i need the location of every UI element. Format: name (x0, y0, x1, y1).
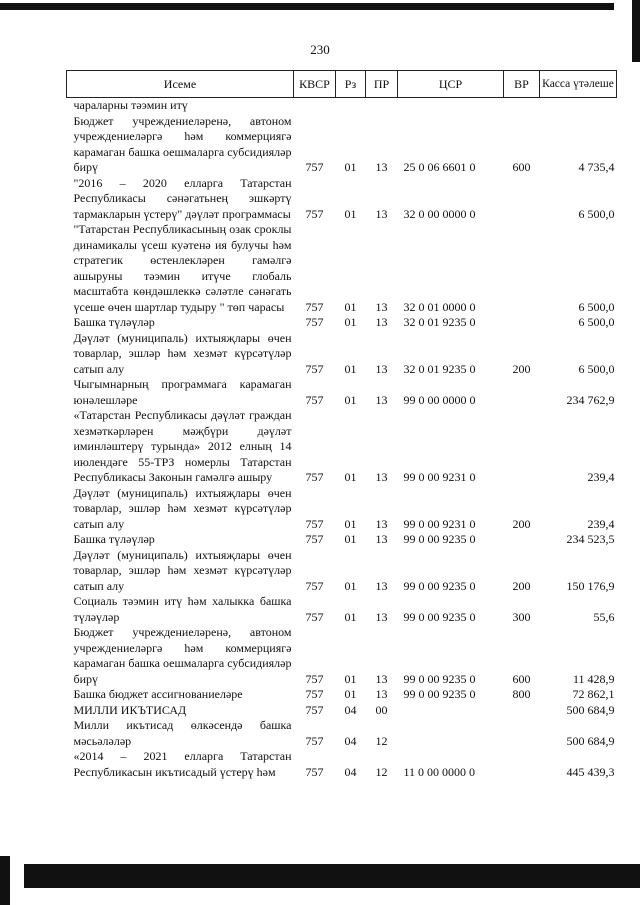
table-row (67, 331, 617, 378)
row-sum: 500 684,9 (566, 733, 615, 748)
row-kvsr: 757 (305, 687, 324, 701)
row-vr: 300 (512, 609, 531, 624)
row-csr: 25 0 06 6601 0 (403, 160, 476, 174)
row-csr: 32 0 01 9235 0 (403, 315, 476, 329)
row-rz: 01 (344, 299, 357, 314)
row-sum: 11 428,9 (572, 671, 615, 686)
row-name: МИЛЛИ ИКЪТИСАД (73, 702, 187, 717)
row-rz: 01 (344, 532, 357, 546)
row-csr (398, 718, 504, 749)
table-row (67, 548, 617, 595)
row-sum: 72 862,1 (572, 687, 615, 701)
row-vr: 800 (512, 687, 531, 701)
row-csr: 99 0 00 9231 0 (403, 516, 476, 531)
row-name: чараларны тәэмин итү (73, 98, 188, 112)
row-csr (398, 703, 504, 719)
row-kvsr: 757 (305, 470, 324, 484)
row-vr (504, 315, 540, 331)
table-header (67, 71, 617, 98)
row-kvsr: 757 (305, 361, 324, 376)
row-rz: 01 (344, 206, 357, 221)
row-rz: 01 (344, 609, 357, 624)
row-rz: 01 (344, 392, 357, 407)
table-row (67, 718, 617, 749)
table-row (67, 377, 617, 408)
row-pr: 13 (375, 609, 388, 624)
row-sum: 445 439,3 (566, 764, 615, 779)
scan-border-top (0, 3, 614, 10)
row-sum: 6 500,0 (578, 206, 615, 221)
header-vr: ВР (504, 71, 540, 98)
row-pr: 13 (375, 361, 388, 376)
row-csr: 99 0 00 0000 0 (403, 392, 476, 407)
row-kvsr: 757 (305, 532, 324, 546)
row-pr (366, 98, 398, 114)
row-pr: 13 (375, 516, 388, 531)
row-pr: 13 (375, 470, 388, 484)
row-rz: 01 (344, 671, 357, 686)
row-pr: 13 (375, 160, 388, 174)
row-name: «Татарстан Республикасы дәүләт граждан хезмәткәрләрен мәҗбүри дәүләт иминләштерү турында» 2012 елның 14 июлендәге 55-ТРЗ номерлы Татарстан Республикасы Законын гамәлгә ашыру (73, 408, 292, 484)
row-sum: 239,4 (587, 516, 615, 531)
table-row (67, 703, 617, 719)
row-vr: 600 (512, 160, 531, 174)
row-sum: 6 500,0 (578, 315, 615, 329)
table-row (67, 749, 617, 780)
row-pr: 13 (375, 206, 388, 221)
row-pr: 00 (375, 702, 388, 717)
row-csr: 99 0 00 9235 0 (403, 609, 476, 624)
row-pr: 13 (375, 299, 388, 314)
row-sum: 4 735,4 (578, 160, 615, 174)
table-row (67, 687, 617, 703)
row-csr: 99 0 00 9235 0 (403, 578, 476, 593)
table-body (67, 98, 617, 781)
table-row (67, 594, 617, 625)
row-pr: 13 (375, 392, 388, 407)
header-sum: Касса үтәлеше (540, 71, 617, 98)
row-name: Милли икътисад өлкәсендә башка мәсьәләләр (73, 718, 292, 748)
row-vr (504, 408, 540, 486)
row-sum: 234 523,5 (566, 532, 615, 546)
row-kvsr: 757 (305, 206, 324, 221)
row-csr (398, 98, 504, 114)
table-row (67, 315, 617, 331)
row-kvsr: 757 (305, 764, 324, 779)
row-name: Башка бюджет ассигнованиеләре (73, 687, 243, 701)
row-name: «2014 – 2021 елларга Татарстан Республикасын икътисадый үстерү һәм (73, 749, 292, 779)
row-rz (336, 98, 366, 114)
table-row (67, 114, 617, 176)
row-vr (504, 703, 540, 719)
row-kvsr: 757 (305, 733, 324, 748)
row-name: "Татарстан Республикасының озак сроклы динамикалы үсеш куәтенә ия булучы һәм стратегик өстенлекләрен гамәлгә ашыруны тәэмин итүче глобаль масштабта көндәшлеккә сәләтле сәнәгать үсеше өчен шартлар тудыру " төп чарасы (73, 222, 292, 314)
budget-table (66, 70, 617, 780)
row-csr: 99 0 00 9235 0 (403, 671, 476, 686)
row-kvsr: 757 (305, 516, 324, 531)
row-name: Дәүләт (муниципаль) ихтыяҗлары өчен товарлар, эшләр һәм хезмәт күрсәтүләр сатып алу (73, 547, 292, 593)
row-rz: 01 (344, 470, 357, 484)
row-vr (504, 377, 540, 408)
row-rz: 01 (344, 315, 357, 329)
table-row (67, 222, 617, 315)
row-kvsr: 757 (305, 315, 324, 329)
row-vr (504, 222, 540, 315)
row-vr (504, 176, 540, 223)
row-rz: 04 (344, 733, 357, 748)
row-kvsr: 757 (305, 299, 324, 314)
row-name: Бюджет учреждениеләренә, автоном учреждениеләргә һәм коммерциягә карамаган башка оешмаларга субсидияләр бирү (73, 625, 292, 686)
page-number: 230 (310, 42, 330, 57)
row-name: Дәүләт (муниципаль) ихтыяҗлары өчен товарлар, эшләр һәм хезмәт күрсәтүләр сатып алу (73, 330, 292, 376)
row-csr: 32 0 00 0000 0 (403, 206, 476, 221)
row-name: Башка түләүләр (73, 315, 155, 329)
row-name: "2016 – 2020 елларга Татарстан Республикасы сәнәгатьнең эшкәртү тармакларын үстерү" дәүләт программасы (73, 175, 292, 221)
row-rz: 01 (344, 516, 357, 531)
row-csr: 99 0 00 9231 0 (403, 470, 476, 484)
header-name: Исеме (67, 71, 294, 98)
row-sum: 55,6 (593, 609, 615, 624)
row-vr (504, 98, 540, 114)
row-pr: 13 (375, 315, 388, 329)
row-sum: 6 500,0 (578, 361, 615, 376)
row-vr (504, 532, 540, 548)
row-sum: 150 176,9 (566, 578, 615, 593)
row-pr: 12 (375, 764, 388, 779)
row-rz: 04 (344, 764, 357, 779)
row-vr: 600 (512, 671, 531, 686)
row-kvsr: 757 (305, 578, 324, 593)
row-kvsr: 757 (305, 671, 324, 686)
table-row (67, 408, 617, 486)
row-kvsr: 757 (305, 160, 324, 174)
header-rz: Рз (336, 71, 366, 98)
scan-border-left (0, 856, 10, 905)
row-pr: 13 (375, 578, 388, 593)
table-row (67, 532, 617, 548)
scan-border-bottom (24, 864, 640, 888)
row-sum: 500 684,9 (566, 702, 615, 717)
row-vr: 200 (512, 578, 531, 593)
row-pr: 13 (375, 687, 388, 701)
row-sum: 234 762,9 (566, 392, 615, 407)
row-kvsr: 757 (305, 702, 324, 717)
row-name: Башка түләүләр (73, 532, 155, 546)
table-row (67, 176, 617, 223)
row-kvsr: 757 (305, 392, 324, 407)
row-vr: 200 (512, 361, 531, 376)
row-kvsr (294, 98, 336, 114)
row-rz: 01 (344, 578, 357, 593)
row-sum: 6 500,0 (578, 299, 615, 314)
row-vr (504, 718, 540, 749)
row-pr: 13 (375, 532, 388, 546)
row-pr: 13 (375, 671, 388, 686)
row-name: Социаль тәэмин итү һәм халыкка башка түләүләр (73, 594, 292, 624)
table-row (67, 486, 617, 533)
row-csr: 32 0 01 9235 0 (403, 361, 476, 376)
row-name: Чыгымнарның программага карамаган юнәлешләре (73, 377, 292, 407)
row-rz: 01 (344, 160, 357, 174)
header-pr: ПР (366, 71, 398, 98)
row-vr (504, 749, 540, 780)
table-row (67, 98, 617, 114)
row-rz: 01 (344, 687, 357, 701)
table-row (67, 625, 617, 687)
row-csr: 99 0 00 9235 0 (403, 532, 476, 546)
row-sum (540, 98, 617, 114)
row-name: Дәүләт (муниципаль) ихтыяҗлары өчен товарлар, эшләр һәм хезмәт күрсәтүләр сатып алу (73, 485, 292, 531)
row-kvsr: 757 (305, 609, 324, 624)
row-name: Бюджет учреждениеләренә, автоном учреждениеләргә һәм коммерциягә карамаган башка оешмаларга субсидияләр бирү (73, 113, 292, 174)
row-csr: 32 0 01 0000 0 (403, 299, 476, 314)
row-rz: 04 (344, 702, 357, 717)
row-sum: 239,4 (587, 470, 615, 484)
row-csr: 99 0 00 9235 0 (403, 687, 476, 701)
row-rz: 01 (344, 361, 357, 376)
row-vr: 200 (512, 516, 531, 531)
row-csr: 11 0 00 0000 0 (403, 764, 476, 779)
row-pr: 12 (375, 733, 388, 748)
header-csr: ЦСР (398, 71, 504, 98)
header-kvsr: КВСР (294, 71, 336, 98)
